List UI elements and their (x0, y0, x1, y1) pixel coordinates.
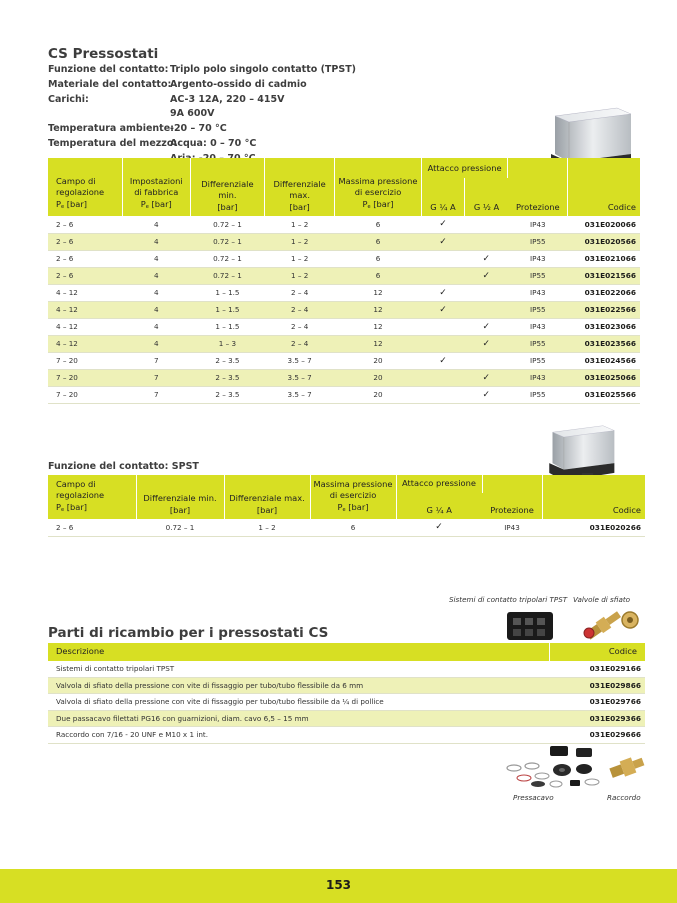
contact-system-image (505, 608, 557, 644)
col-header-g14-spst: G ¼ A (396, 493, 482, 520)
section-title-spst: Funzione del contatto: SPST (48, 461, 199, 472)
col-header-codice: Codice (568, 158, 640, 216)
cell-diff-min: 1 – 1.5 (190, 301, 264, 318)
col-header-attacco-spst: Attacco pressione (396, 475, 482, 493)
col-header-g12: G ½ A (465, 178, 508, 217)
cell-codice: 031E023066 (568, 318, 640, 335)
col-header-impostazioni: Impostazioni di fabbrica $P_e$ [bar] (122, 158, 190, 216)
spec-key: Carichi: (48, 93, 89, 105)
cell-g14-check: ✓ (421, 216, 464, 233)
col-header-campo: Campo di regolazione $P_e$ [bar] (48, 158, 122, 216)
spec-value: Triplo polo singolo contatto (TPST) (170, 64, 357, 75)
cell-g14-check (421, 250, 464, 267)
cell-massima: 20 (335, 386, 422, 403)
spec-value: AC-3 12A, 220 – 415V (170, 93, 285, 105)
cell-codice: 031E020066 (568, 216, 640, 233)
cell-diff-min: 1 – 1.5 (190, 284, 264, 301)
table-row (48, 335, 640, 352)
cell-descrizione: Raccordo con 7/16 - 20 UNF e M10 x 1 int. (48, 727, 549, 744)
table-row (48, 352, 640, 369)
cell-g14-check: ✓ (421, 284, 464, 301)
cell-protezione: IP55 (508, 301, 568, 318)
cell-protezione: IP43 (508, 250, 568, 267)
table-row (48, 250, 640, 267)
cell-campo: 4 – 12 (48, 301, 122, 318)
cell-impostazioni: 4 (122, 318, 190, 335)
cell-g12-check: ✓ (465, 386, 508, 403)
cell-diff-max: 1 – 2 (265, 250, 335, 267)
col-header-protezione-spst: Protezione (482, 475, 542, 519)
col-header-protezione: Protezione (508, 158, 568, 216)
cell-g14-check: ✓ (421, 301, 464, 318)
table-row (48, 267, 640, 284)
spec-row (48, 137, 356, 152)
spec-key: Funzione del contatto: (48, 64, 169, 75)
cell-massima: 12 (335, 284, 422, 301)
cell-campo: 2 – 6 (48, 267, 122, 284)
cell-protezione: IP43 (508, 369, 568, 386)
table-row (48, 710, 645, 727)
cell-campo: 2 – 6 (48, 216, 122, 233)
cell-protezione: IP43 (508, 318, 568, 335)
col-header-massima-spst: Massima pressione di esercizio $P_e$ [bar] (310, 475, 396, 519)
caption-pressacavo: Pressacavo (513, 793, 554, 802)
table-row (48, 233, 640, 250)
cell-codice: 031E023566 (568, 335, 640, 352)
cell-g12-check: ✓ (465, 318, 508, 335)
cell-massima: 6 (335, 250, 422, 267)
col-header-diff-max-spst: Differenziale max. [bar] (224, 475, 310, 519)
tpst-table (48, 158, 640, 404)
cell-impostazioni: 4 (122, 335, 190, 352)
cell-codice: 031E021566 (568, 267, 640, 284)
spec-key: Temperatura ambiente: (48, 123, 174, 135)
col-header-massima: Massima pressione di esercizio $P_e$ [bar] (335, 158, 422, 216)
cell-massima: 6 (335, 216, 422, 233)
table-row (48, 369, 640, 386)
cell-g12-check: ✓ (465, 335, 508, 352)
cell-diff-max: 1 – 2 (224, 519, 310, 536)
cell-codice: 031E029666 (549, 727, 645, 744)
table-row (48, 677, 645, 694)
cell-diff-min: 0.72 – 1 (136, 519, 224, 536)
table-row (48, 519, 645, 536)
table-row (48, 694, 645, 711)
cell-diff-min: 1 – 3 (190, 335, 264, 352)
cell-g12-check (465, 216, 508, 233)
section-title-cs-pressostati: CS Pressostati (48, 46, 159, 62)
table-row (48, 216, 640, 233)
cell-g12-check: ✓ (465, 267, 508, 284)
cell-campo: 2 – 6 (48, 233, 122, 250)
spec-row (48, 93, 356, 108)
cell-g12-check: ✓ (465, 369, 508, 386)
caption-tpst: Sistemi di contatto tripolari TPST (449, 595, 568, 604)
col-header-diff-max: Differenziale max. [bar] (265, 158, 335, 216)
cell-massima: 12 (335, 301, 422, 318)
table-row (48, 318, 640, 335)
col-header-diff-min: Differenziale min. [bar] (190, 158, 264, 216)
cell-campo: 4 – 12 (48, 335, 122, 352)
spec-list (48, 63, 356, 167)
cell-impostazioni: 7 (122, 352, 190, 369)
cell-protezione: IP43 (482, 519, 542, 536)
col-header-codice-spst: Codice (542, 475, 645, 519)
cell-g12-check (465, 301, 508, 318)
cell-diff-min: 0.72 – 1 (190, 216, 264, 233)
cell-descrizione: Valvola di sfiato della pressione con vite di fissaggio per tubo/tubo flessibile da ¼ di pollice (48, 694, 549, 711)
cell-g14-check (421, 335, 464, 352)
spec-row (48, 107, 356, 122)
cell-diff-min: 0.72 – 1 (190, 233, 264, 250)
cell-impostazioni: 4 (122, 216, 190, 233)
col-header-diff-min-spst: Differenziale min. [bar] (136, 475, 224, 519)
cell-diff-max: 2 – 4 (265, 318, 335, 335)
cell-massima: 6 (335, 233, 422, 250)
spec-key (48, 107, 170, 122)
spec-value: 9A 600V (170, 108, 215, 120)
cell-codice: 031E029166 (549, 661, 645, 678)
cell-protezione: IP43 (508, 284, 568, 301)
cell-protezione: IP43 (508, 216, 568, 233)
cell-protezione: IP55 (508, 352, 568, 369)
cell-diff-min: 0.72 – 1 (190, 250, 264, 267)
cell-diff-min: 0.72 – 1 (190, 267, 264, 284)
cell-impostazioni: 4 (122, 284, 190, 301)
cell-campo: 7 – 20 (48, 352, 122, 369)
cell-g12-check (465, 233, 508, 250)
cell-diff-max: 2 – 4 (265, 301, 335, 318)
cell-g12-check (465, 352, 508, 369)
cell-diff-min: 1 – 1.5 (190, 318, 264, 335)
cell-diff-min: 2 – 3.5 (190, 369, 264, 386)
cell-codice: 031E022566 (568, 301, 640, 318)
cell-codice: 031E025566 (568, 386, 640, 403)
caption-raccordo: Raccordo (607, 793, 641, 802)
cell-g14-check (421, 267, 464, 284)
spec-value: -20 – 70 °C (170, 123, 227, 135)
cell-diff-max: 3.5 – 7 (265, 386, 335, 403)
cell-codice: 031E029766 (549, 694, 645, 711)
spec-value: Argento-ossido di cadmio (170, 78, 307, 90)
col-header-campo-spst: Campo di regolazione $P_e$ [bar] (48, 475, 136, 519)
spec-row (48, 63, 356, 78)
cell-massima: 12 (335, 318, 422, 335)
spec-key: Temperatura del mezzo: (48, 137, 178, 149)
col-header-codice-ricambi: Codice (549, 643, 645, 661)
cell-massima: 6 (335, 267, 422, 284)
cell-diff-min: 2 – 3.5 (190, 386, 264, 403)
table-row (48, 727, 645, 744)
cell-g14-check: ✓ (396, 519, 482, 536)
col-header-g14: G ¼ A (421, 178, 464, 217)
cable-gland-image (502, 744, 606, 790)
cell-campo: 4 – 12 (48, 318, 122, 335)
cell-diff-max: 1 – 2 (265, 267, 335, 284)
cell-campo: 2 – 6 (48, 250, 122, 267)
cell-diff-max: 2 – 4 (265, 284, 335, 301)
cell-codice: 031E021066 (568, 250, 640, 267)
col-header-descrizione: Descrizione (48, 643, 549, 661)
cell-impostazioni: 7 (122, 386, 190, 403)
cell-campo: 4 – 12 (48, 284, 122, 301)
cell-impostazioni: 4 (122, 267, 190, 284)
cell-campo: 7 – 20 (48, 369, 122, 386)
cell-massima: 20 (335, 369, 422, 386)
cell-descrizione: Valvola di sfiato della pressione con vite di fissaggio per tubo/tubo flessibile da 6 mm (48, 677, 549, 694)
fitting-image (608, 752, 648, 782)
cell-impostazioni: 4 (122, 250, 190, 267)
spare-parts-table (48, 643, 645, 744)
cell-impostazioni: 4 (122, 233, 190, 250)
section-title-ricambi: Parti di ricambio per i pressostati CS (48, 625, 329, 641)
cell-diff-min: 2 – 3.5 (190, 352, 264, 369)
cell-codice: 031E022066 (568, 284, 640, 301)
cell-impostazioni: 4 (122, 301, 190, 318)
cell-protezione: IP55 (508, 233, 568, 250)
table-row (48, 661, 645, 678)
cell-g14-check: ✓ (421, 352, 464, 369)
cell-impostazioni: 7 (122, 369, 190, 386)
cell-g14-check (421, 386, 464, 403)
table-row (48, 301, 640, 318)
page-number: 153 (325, 878, 352, 892)
cell-massima: 20 (335, 352, 422, 369)
cell-protezione: IP55 (508, 267, 568, 284)
spec-key: Materiale del contatto: (48, 78, 172, 90)
cell-descrizione: Sistemi di contatto tripolari TPST (48, 661, 549, 678)
cell-diff-max: 2 – 4 (265, 335, 335, 352)
cell-massima: 12 (335, 335, 422, 352)
cell-diff-max: 3.5 – 7 (265, 352, 335, 369)
cell-codice: 031E029366 (549, 710, 645, 727)
table-row (48, 386, 640, 403)
cell-campo: 2 – 6 (48, 519, 136, 536)
col-header-attacco: Attacco pressione (421, 158, 508, 178)
cell-diff-max: 3.5 – 7 (265, 369, 335, 386)
cell-protezione: IP55 (508, 335, 568, 352)
caption-valvole: Valvole di sfiato (573, 595, 631, 604)
vent-valve-image (580, 606, 646, 642)
cell-diff-max: 1 – 2 (265, 233, 335, 250)
cell-g14-check: ✓ (421, 233, 464, 250)
cell-descrizione: Due passacavo filettati PG16 con guarnizioni, diam. cavo 6,5 – 15 mm (48, 710, 549, 727)
cell-codice: 031E024566 (568, 352, 640, 369)
cell-codice: 031E020266 (542, 519, 645, 536)
cell-codice: 031E025066 (568, 369, 640, 386)
cell-g12-check (465, 284, 508, 301)
cell-g12-check: ✓ (465, 250, 508, 267)
cell-codice: 031E020566 (568, 233, 640, 250)
cell-codice: 031E029866 (549, 677, 645, 694)
cell-g14-check (421, 369, 464, 386)
spec-row (48, 78, 356, 93)
cell-protezione: IP55 (508, 386, 568, 403)
spec-value: Acqua: 0 – 70 °C (170, 137, 257, 149)
spst-table (48, 475, 645, 537)
cell-g14-check (421, 318, 464, 335)
page-footer (0, 869, 677, 903)
table-row (48, 284, 640, 301)
cell-campo: 7 – 20 (48, 386, 122, 403)
spec-row (48, 122, 356, 137)
cell-massima: 6 (310, 519, 396, 536)
cell-diff-max: 1 – 2 (265, 216, 335, 233)
